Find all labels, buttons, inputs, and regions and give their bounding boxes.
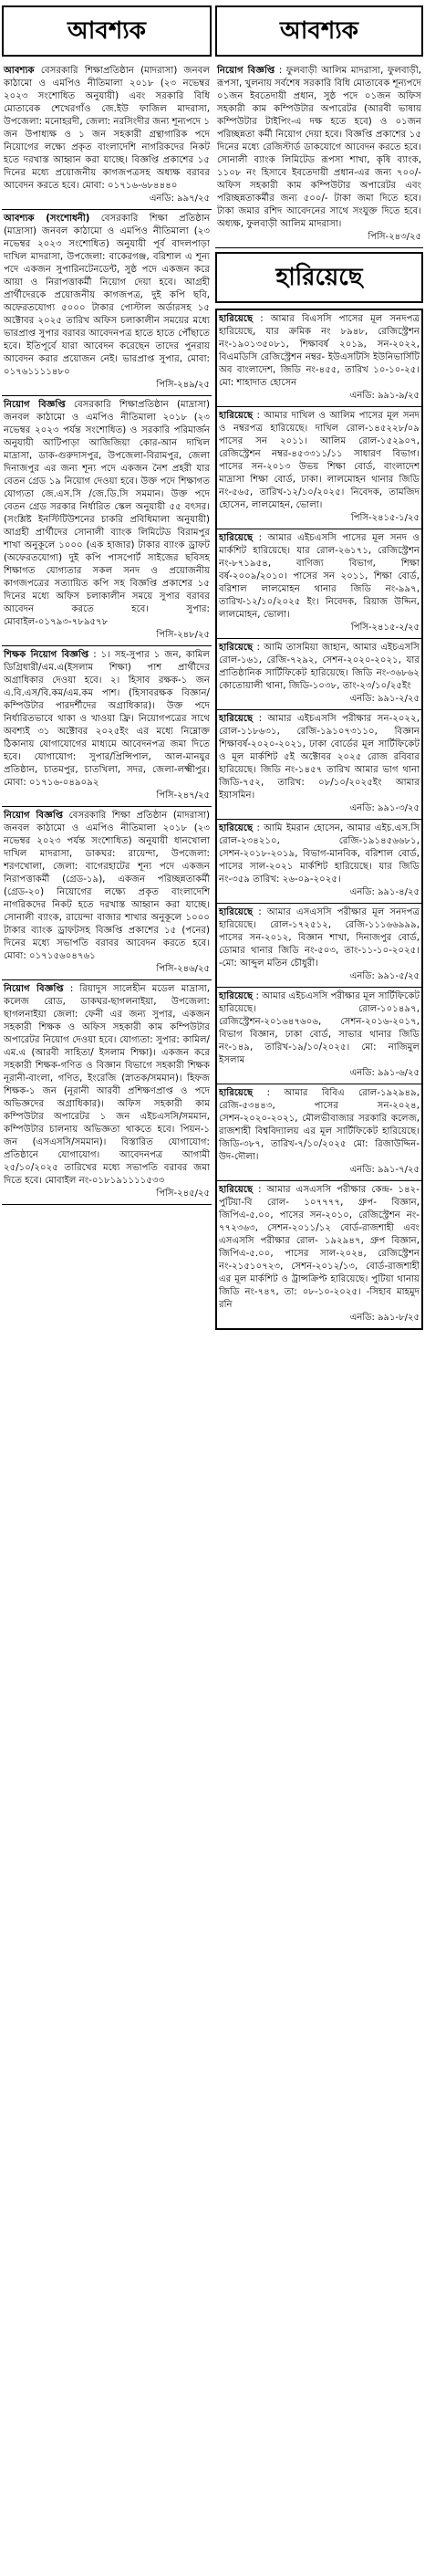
ad-lost-8 bbox=[217, 988, 421, 1084]
ad-reference: এনডি: ৯৯১-৪/২৫ bbox=[349, 887, 420, 897]
ad-lost-4 bbox=[217, 639, 421, 710]
ad-wanted-2 bbox=[2, 210, 212, 396]
ad-lost-10 bbox=[217, 1181, 421, 1328]
ad-keyword: হারিয়েছে bbox=[219, 533, 254, 543]
ad-reference: এনডি: ৯৯১-২/২৫ bbox=[349, 694, 420, 704]
ad-body: : আমার এইচএসসি পরীক্ষার সন-২০২২, রোল-১১৮৬৩১, রেজি-১৯১০৭৩১১০, বিজ্ঞান শিক্ষাবর্ষ-২০২০-২০২১, ঢাকা বোর্ডের মূল সার্টিফিকেট ও মূল মার্কশিট ৫ই অক্টোবর ২০২৫ রোজ রবিবার হারিয়েছে। জিডি নং-১৪৫৭ তারিখ আমার ভাগ থানা জিডি-৭৫২, তারিখ: ০৮/১০/২০২৫ইং আমার ইয়াসমিন। bbox=[219, 714, 420, 801]
ad-reference: এনডি: ৯৯১-৮/২৫ bbox=[349, 1313, 420, 1323]
ad-keyword: হারিয়েছে bbox=[219, 991, 254, 1001]
ad-reference: পিসি-২৪১৫-১/২৫ bbox=[350, 513, 420, 523]
lost-notices-box bbox=[215, 309, 423, 1330]
ad-body: : ১। সহ-সুপার ১ জন, কামিল ডিগ্রিধারী/এম.এ(ইসলাম শিক্ষা) পাশ প্রার্থীদের অগ্রাধিকার দেওয়া হবে। ২। হিসাব রক্ষক-১ জন এ.বি.এস/বি.কম/এম.কম পাশ। (হিসাবরক্ষক বিজ্ঞান/কম্পিউটার পারদর্শীদের অগ্রাধিকার)। উক্ত পদে নির্ধারিতভাবে থাকা ও খাওয়া ফ্রি। নিয়োগপত্রের সাথে অবশ্যই ৩১ অক্টোবর ২০২৫ইং এর মধ্যে নিম্নোক্ত ঠিকানায় যোগাযোগের মাধ্যমে আবেদনপত্র জমা দিতে হবে। যোগাযোগ: সুপার/প্রিন্সিপাল, আল-মানযুর প্রতিষ্ঠান, চাতমপুর, চাতখিলা, সদর, জেলা-লক্ষ্মীপুর। মোবা: ০১৭১৬-০৪৯০৯২ bbox=[4, 650, 210, 788]
ad-reference: পিসি-২৪৫/২৫ bbox=[156, 1189, 210, 1199]
ad-body: : আমার এইচএসসি পরীক্ষার মূল সার্টিফিকেট হারিয়েছে। রোল-১০১৪৯৭, রেজিস্ট্রেশন-২০১৬৪৭৬০৬, সেশন-২০১৬-২০১৭, বিভাগ বিজ্ঞান, ঢাকা বোর্ড, সাভার থানার জিডি নং-১৪৯, তারিখ-১৯/১০/২০২৫। মো: নাজিমুল ইসলাম bbox=[219, 991, 420, 1065]
ad-keyword: হারিয়েছে bbox=[219, 1185, 254, 1195]
ad-body: বেসরকারি শিক্ষাপ্রতিষ্ঠান (মাদ্রাসা) জনবল কাঠামো ও এমপিও নীতিমালা ২০১৮ (২৩ নভেম্বর ২০২৩ পর্যন্ত সংশোধিত) ও সরকারি পরিমার্জন অনুযায়ী আটিপাড়া আজিজিয়া কোর-আন দাখিল মাদ্রাসা, ডাক-গুরুদাসপুর, উপজেলা-বিরামপুর, জেলা দিনাজপুর এর জন্য শূন্য পদে একজন নৈশ প্রহরী যার বেতন গ্রেড ১৯ নিয়োগ দেওয়া হবে। উক্ত পদে শিক্ষাগত যোগ্যতা জে.এস.সি /জে.ডি.সি সমমান। উক্ত পদে বেতন গ্রেড সরকার নির্ধারিত স্কেল অনুযায়ী ৫৫ বৎসর। (সংশ্লিষ্ট ইনস্টিটিউশনের চাকরি প্রবিধিমালা অনুযায়ী) আগ্রহী প্রার্থীদের সোনালী ব্যাংক লিমিটেড বিরামপুর শাখা অনুকূলে ১০০০ (এক হাজার) টাকার ব্যাংক ড্রাফট (অফেরতযোগ্য) দুই কপি পাসপোর্ট সাইজের ছবিসহ শিক্ষাগত যোগ্যতার সকল সনদ ও প্রয়োজনীয় কাগজপত্রের সত্যায়িত কপি সহ বিজ্ঞপ্তি প্রকাশের ১৫ দিনের মধ্যে অফিস চলাকালীন সময়ে সুপার বরাবর আবেদন করতে হবে। সুপার: মোবাইল-০১৭৯৩-৭৮৯৫৭৮ bbox=[4, 400, 210, 627]
ad-body: : ফুলবাড়ী আলিম মাদরাসা, ফুলবাড়ী, রূপসা, খুলনায় সর্বশেষ সরকারি বিধি মোতাবেক শূন্যপদে ০১জন ইবতেদায়ী প্রধান, সুষ্ঠ পদে ০১জন অফিস সহকারী কাম কম্পিউটার অপারেটর (আরবী ভাষায় কম্পিউটার টাইপিং-এ দক্ষ হতে হবে) ও ০১জন পরিচ্ছন্নতা কর্মী নিয়োগ দেয়া হবে। বিজ্ঞপ্তি প্রকাশের ১৫ দিনের মধ্যে রেজিস্টার্ড ডাকযোগে আবেদন করতে হবে। সোনালী ব্যাংক লিমিটেড রূপসা শাখা, কৃষি ব্যাংক, ১১০৮ নং হিসাবে ইবতেদায়ী প্রধান-এর জন্য ৭০০/- অফিস সহকারী কাম কম্পিউটার অপারেটর এবং পরিচ্ছন্নতাকর্মীর জন্য ৫০০/- টাকা জমা দিতে হবে। টাকা জমার রশিদ আবেদনের সাথে সংযুক্ত দিতে হবে। অধ্যক্ষ, ফুলবাড়ী আলিম মাদরাসা। bbox=[217, 66, 422, 229]
ad-body: : আমার বিএসসি পাসের মূল সনদপত্র হারিয়েছে, যার ক্রমিক নং ৮৯৪৮, রেজিস্ট্রেশন নং-১৯০১৩৫০৮১, শিক্ষাবর্ষ ২০১৯, সন-২০২২, বিএমডিসি রেজিস্ট্রেশন নম্বর- ইউএসটিসি ইউনিভার্সিটি অব বাংলাদেশ, জিডি নং-৪৫৫, তারিখ ১০-১০-২৫। মো: শাহাদাত হোসেন bbox=[219, 314, 420, 388]
ad-keyword: শিক্ষক নিয়োগ বিজ্ঞপ্তি bbox=[4, 650, 89, 660]
ad-keyword: হারিয়েছে bbox=[219, 823, 254, 833]
ad-body: : আমার এইচএসসি পাসের মূল সনদ ও মার্কশিট হারিয়েছে। যার রোল-২৬১৭১, রেজিস্ট্রেশন নং-৮৭১৯৫৪, বাণিজ্য বিভাগ, শিক্ষা বর্ষ-২০০৯/২০১০। পাসের সন ২০১১, শিক্ষা বোর্ড, বরিশাল লালমোহন থানার জিডি নং-৯৯৭, তারিখ-১২/১০/২০২৫ ইং। নিবেদক, রিয়াজ উদ্দিন, লালমোহন, ভোলা। bbox=[219, 533, 420, 620]
ad-keyword: নিয়োগ বিজ্ঞপ্তি bbox=[217, 66, 275, 76]
ad-body: : আমার দাখিল ও আলিম পাসের মূল সনদ ও নম্বরপত্র হারিয়েছে। দাখিল রোল-১৪৫২২৮/০৯ পাসের সন ২০১১। আলিম রোল-১৫২৯০৭, রেজিস্ট্রেশন নম্বর-৪৫৩৩১১/১১ সাধারণ বিভাগ। পাসের সন-২০১৩ উভয় শিক্ষা বোর্ড, বাংলাদেশ মাদ্রাসা শিক্ষা বোর্ড, ঢাকা। লালমোহন থানার জিডি নং-৫৬৫, তারিখ-১২/১০/২০২৫। নিবেদক, তামজিদ হোসেন, লালমোহন, ভোলা। bbox=[219, 411, 420, 510]
ad-reference: এনডি: ৯৯১-৫/২৫ bbox=[349, 971, 420, 981]
ad-body: বেসরকারি শিক্ষাপ্রতিষ্ঠান (মাদরাসা) জনবল কাঠামো ও এমপিও নীতিমালা ২০১৮ (২৩ নভেম্বর ২০২৩ সংশোধিত অনুযায়ী) এবং সরকারি বিধি মোতাবেক শেখেরগাঁও জে.ইউ ফাজিল মাদরাসা, উপজেলা: মনোহরদী, জেলা: নরসিংদীর জন্য শূন্যপদে ১ জন উপাধ্যক্ষ ও ১ জন সহকারী গ্রন্থাগারিক পদে নিয়োগের লক্ষ্যে প্রকৃত বাংলাদেশি নাগরিকদের নিকট হতে দরখাস্ত আহ্বান করা যাচ্ছে। বিজ্ঞপ্তি প্রকাশের ১৫ দিনের মধ্যে প্রয়োজনীয় কাগজপত্রসহ অধ্যক্ষ বরাবর আবেদন করতে হবে। মোবা: ০১৭১৬-৬৮৪৪৪০ bbox=[4, 66, 210, 191]
left-column bbox=[2, 2, 212, 1205]
ad-lost-2 bbox=[217, 407, 421, 529]
section-header-wanted: আবশ্যক bbox=[2, 5, 212, 57]
ad-keyword: হারিয়েছে bbox=[219, 1088, 254, 1098]
ad-reference: পিসি-২৪৬/২৫ bbox=[156, 964, 210, 974]
ad-wanted-1 bbox=[2, 62, 212, 210]
ad-keyword: নিয়োগ বিজ্ঞপ্তি bbox=[4, 811, 64, 821]
ad-reference: এনডি: ৯৯১-৩/২৫ bbox=[349, 803, 420, 813]
ad-reference: পিসি-২৪৭/২৫ bbox=[156, 791, 210, 801]
ad-lost-1 bbox=[217, 310, 421, 407]
ad-keyword: হারিয়েছে bbox=[219, 907, 254, 917]
ad-wanted-4 bbox=[2, 646, 212, 807]
section-header-lost: হারিয়েছে bbox=[215, 252, 423, 303]
ad-keyword: নিয়োগ বিজ্ঞপ্তি bbox=[4, 400, 66, 410]
ad-keyword: আবশ্যক bbox=[4, 66, 35, 76]
ad-lost-5 bbox=[217, 710, 421, 820]
ad-wanted-6 bbox=[2, 980, 212, 1205]
ad-keyword: হারিয়েছে bbox=[219, 411, 254, 421]
ad-wanted-5 bbox=[2, 807, 212, 980]
ad-reference: এনডি: ৯৯১-৯/২৫ bbox=[349, 391, 420, 401]
ad-lost-3 bbox=[217, 529, 421, 639]
ad-body: বেসরকারি শিক্ষা প্রতিষ্ঠান (মাদরাসা) জনবল কাঠামো ও এমপিও নীতিমালা ২০১৮ (২৩ নভেম্বর ২০২৩ পর্যন্ত সংশোধিত) অনুযায়ী ধানখোলা দাখিল মাদরাসা, ডাকঘর: রায়েন্দা, উপজেলা: শরণখোলা, জেলা: বাগেরহাটের শূন্য পদে একজন নিরাপত্তাকর্মী (গ্রেড-১৯), একজন পরিচ্ছন্নতাকর্মী (গ্রেড-২০) নিয়োগের লক্ষ্যে প্রকৃত বাংলাদেশি নাগরিকদের নিকট হতে দরখাস্ত আহ্বান করা যাচ্ছে। সোনালী ব্যাংক, রায়েন্দা বাজার শাখার অনুকূলে ১০০০ টাকার ব্যাংক ড্রাফটসহ বিজ্ঞপ্তি প্রকাশের ১৫ (পনের) দিনের মধ্যে সভাপতি বরাবর আবেদন করতে হবে। মোবা: ০১৭১৫৬০৪৭৬১ bbox=[4, 811, 211, 961]
ad-lost-9 bbox=[217, 1084, 421, 1181]
ad-reference: পিসি-২৪৯/২৫ bbox=[156, 380, 210, 390]
ad-body: : আমার এসএসসি পরীক্ষার মূল সনদপত্র হারিয়েছে। রোল-১৭২৫১২, রেজি-১১১৬৬৯৯৯, পাসের সন-২০১২, বিজ্ঞান শাখা, দিনাজপুর বোর্ড, ডোমার থানার জিডি নং-৫০৩, তাং-১১-১০-২০২৫। -মো: আব্দুল মতিন চৌধুরী। bbox=[219, 907, 420, 969]
ad-reference: পিসি-২৪১৫-২/২৫ bbox=[350, 623, 420, 633]
ad-keyword: হারিয়েছে bbox=[219, 314, 254, 324]
ad-lost-6 bbox=[217, 820, 421, 904]
ad-reference: পিসি-২৪৮/২৫ bbox=[156, 630, 210, 640]
section-header-wanted: আবশ্যক bbox=[215, 5, 423, 57]
right-column bbox=[215, 2, 423, 1330]
ad-keyword: হারিয়েছে bbox=[219, 714, 254, 724]
ad-lost-7 bbox=[217, 904, 421, 988]
ad-body: : আমি তাসমিয়া জাহান, আমার এইচএসসি রোল-১৬১, রেজি-৭২৯২, সেশন-২০২০-২০২১, যার প্রাতিষ্ঠানিক সার্টিফিকেট হারিয়েছে। জিডি নং-৩৬৮৬২ কোতোয়ালী থানা, জিডি-১০৩৮, তাং-২৩/১০/২৫ইং bbox=[219, 643, 420, 691]
ad-body: : আমি ইমরান হোসেন, আমার এইচ.এস.সি রোল-২৩৪২১০, রেজি-১৯১৪৫৬৬৮১, সেশন-২০১৮-২০১৯, বিভাগ-মানবিক, বরিশাল বোর্ড, পাসের সাল-২০২১ মার্কশিট হারিয়েছে। যার জিডি নং-৩৫৯ তারিখ: ২৬-০৯-২০২৫। bbox=[219, 823, 420, 885]
ad-body: : আমার এসএসসি পরীক্ষার কেন্দ্র- ১৪২-পুটিয়া-বি রোল- ১০৭৭৭৭, গ্রুপ- বিজ্ঞান, জিপিএ-৫.০০, পাসের সন-২০১০, রেজিস্ট্রেশন নং- ৭৭২৩৬৩, সেশন-২০১১/১২ বোর্ড-রাজশাহী এবং এসএসসি পরীক্ষার রোল- ১৯২৯৪৭, গ্রুপ বিজ্ঞান, জিপিএ-৫.০০, পাসের সাল-২০২৪, রেজিস্ট্রেশন নং-২১৫১০৭২৩, সেশন-২০১২/১৩, বোর্ড-রাজশাহী এর মূল মার্কশিট ও ট্রান্সক্রিপ্ট হারিয়েছে। পুটিয়া থানায় জিডি নং-৭৪৭, তা: ০৮-১০-২০২৫। -সিহাব মাহমুদ রনি bbox=[219, 1185, 420, 1310]
ad-body: : রিয়াদুস সালেহীন মডেল মাদ্রাসা, কলেজ রোড, ডাকঘর-ছাগলনাইয়া, উপজেলা: ছাগলনাইয়া জেলা: ফেনী এর জন্য সুপার, একজন সহকারী শিক্ষক ও অফিস সহকারী কাম কম্পিউটার অপারেটর নিয়োগ দেওয়া হবে। যোগ্যতা: সুপার: কামিল/এম.এ (আরবী সাহিত্য/ ইসলাম শিক্ষা)। একজন করে সহকারী শিক্ষক-গণিত ও বিজ্ঞান বিভাগে সহকারী শিক্ষক নূরানী-বাংলা, গণিত, ইংরেজি (স্নাতক/সমমান)। হিফজ শিক্ষক-১ জন (নূরানী আরবী প্রশিক্ষণপ্রাপ্ত ও পদে অভিজ্ঞদের অগ্রাধিকার)। অফিস সহকারী কাম কম্পিউটার অপারেটর ১ জন এইচএসসি/সমমান, কম্পিউটার চালনায় অভিজ্ঞতা থাকতে হবে। পিয়ন-১ জন (এসএসসি/সমমান)। বিস্তারিত যোগাযোগ: প্রতিষ্ঠানে যোগাযোগ। আবেদনপত্র আগামী ২৫/১০/২০২৫ তারিখের মধ্যে সভাপতি বরাবর জমা দিতে হবে। মোবাইল নং-০১৮১৯১১১১৫৩৩ bbox=[4, 984, 210, 1186]
ad-reference: এনডি: ৯৯১-৬/২৫ bbox=[349, 1068, 420, 1078]
ad-keyword: আবশ্যক (সংশোধনী) bbox=[4, 214, 90, 224]
ad-reference: এনডি: ৯৯১-৭/২৫ bbox=[349, 1165, 420, 1175]
ad-keyword: নিয়োগ বিজ্ঞপ্তি bbox=[4, 984, 64, 994]
ad-wanted-right-1 bbox=[215, 62, 423, 248]
ad-wanted-3 bbox=[2, 396, 212, 646]
ad-reference: এনডি: ৯৯৭/২৫ bbox=[149, 194, 210, 204]
ad-keyword: হারিয়েছে bbox=[219, 643, 254, 653]
ad-reference: পিসি-২৪৩/২৫ bbox=[368, 232, 421, 242]
ad-body: বেসরকারি শিক্ষা প্রতিষ্ঠান (মাদ্রাসা) জনবল কাঠামো ও এমপিও নীতিমালা (২৩ নভেম্বর ২০২৩ সংশোধিত) অনুযায়ী পূর্ব বাদলপাড়া দাখিল মাদরাসা, উপজেলা: বাকেরগঞ্জ, বরিশাল এ শূন্য পদে একজন সুপারিনটেনডেন্ট, সুষ্ঠ পদে একজন করে আয়া ও নিরাপত্তাকর্মী নিয়োগ দেয়া হবে। আগ্রহী প্রার্থীদেরকে প্রয়োজনীয় কাগজপত্র, দুই কপি ছবি, অফেরতযোগ্য ৫০০০ টাকার পোস্টাল অর্ডারসহ ১৫ অক্টোবর ২০২৫ তারিখ অফিস চলাকালীন সময়ের মধ্যে ভারপ্রাপ্ত সুপার বরাবর আবেদনপত্র হাতে হাতে পৌঁছাতে হবে। ইতিপূর্বে যারা আবেদন করেছেন তাদের পুনরায় আবেদন করার প্রয়োজন নেই। ভারপ্রাপ্ত সুপার, মোবা: ০১৭৬১১১১৪৮০ bbox=[4, 214, 210, 377]
ad-body: : আমার বিবিএ রোল-১৯২৯৪৯, রেজি-৫৩৪৪৩, পাসের সন-২০২৪, সেশন-২০২০-২০২১, মৌলভীবাজার সরকারি কলেজ, রাজশাহী বিশ্ববিদ্যালয় এর মূল সার্টিফিকেট হারিয়েছে। জিডি-৩৮৭, তারিখ-৭/১০/২০২৫ মো: রিজাউদ্দিন-উদ-দৌলা। bbox=[219, 1088, 420, 1162]
